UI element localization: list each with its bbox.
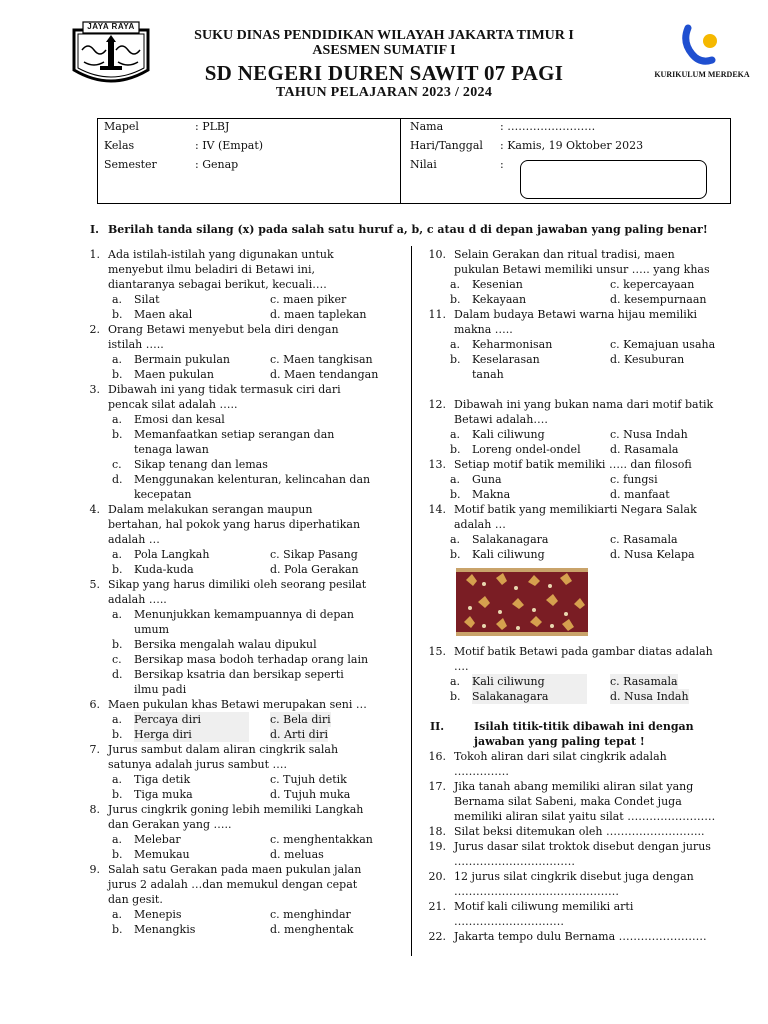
option-text[interactable]: Pola Langkah	[134, 548, 210, 561]
question-text: 12 jurus silat cingkrik disebut juga dengan	[454, 870, 694, 883]
option-text[interactable]: Emosi dan kesal	[134, 413, 225, 426]
question-text: Jakarta tempo dulu Bernama ……………………	[454, 930, 707, 943]
question-text: dan gesit.	[108, 893, 163, 906]
header-school-name: SD NEGERI DUREN SAWIT 07 PAGI	[204, 61, 564, 85]
question-number: 3.	[89, 383, 100, 396]
question-text: Salah satu Gerakan pada maen pukulan jalan	[108, 863, 362, 876]
option-letter[interactable]: d.	[112, 473, 123, 486]
question-text: bertahan, hal pokok yang harus diperhatikan	[108, 518, 361, 531]
question-text: Motif batik yang memilikiarti Negara Salak	[454, 503, 697, 516]
option-letter[interactable]: a.	[112, 713, 123, 726]
question-text: Tokoh aliran dari silat cingkrik adalah	[454, 750, 667, 763]
question-number: 17.	[428, 780, 446, 793]
option-text[interactable]: Maen akal	[134, 308, 193, 321]
option-letter[interactable]: b.	[450, 548, 461, 561]
nilai-colon: :	[500, 158, 504, 171]
option-text[interactable]: d. Pola Gerakan	[270, 563, 359, 576]
kelas-value: : IV (Empat)	[195, 139, 264, 152]
question-number: 11.	[428, 308, 446, 321]
option-text[interactable]: d. Nusa Indah	[610, 690, 689, 703]
option-text[interactable]: Sikap tenang dan lemas	[134, 458, 268, 471]
question-number: 6.	[89, 698, 100, 711]
question-text: ………………………………………	[454, 885, 619, 898]
option-letter[interactable]: b.	[112, 638, 123, 651]
section-1-number: I.	[90, 223, 99, 236]
question-number: 5.	[89, 578, 100, 591]
option-letter[interactable]: b.	[112, 368, 123, 381]
question-text: Dalam melakukan serangan maupun	[108, 503, 313, 516]
question-text: Sikap yang harus dimiliki oleh seorang pesilat	[108, 578, 367, 591]
option-text[interactable]: Bermain pukulan	[134, 353, 230, 366]
option-text[interactable]: Guna	[472, 473, 502, 486]
option-text[interactable]: d. Rasamala	[610, 443, 679, 456]
logo-right-text: KURIKULUM MERDEKA	[654, 70, 750, 79]
option-text[interactable]: Keharmonisan	[472, 338, 553, 351]
option-text[interactable]: Percaya diri	[134, 712, 249, 727]
option-text-continued: umum	[134, 623, 170, 636]
option-text[interactable]: d. Tujuh muka	[270, 788, 351, 801]
option-text[interactable]: Maen pukulan	[134, 368, 214, 381]
option-text[interactable]: Bersikap masa bodoh terhadap orang lain	[134, 653, 369, 666]
option-letter[interactable]: a.	[450, 473, 461, 486]
option-letter[interactable]: b.	[450, 353, 461, 366]
option-text[interactable]: Kekayaan	[472, 293, 527, 306]
option-letter[interactable]: a.	[450, 428, 461, 441]
option-letter[interactable]: a.	[112, 548, 123, 561]
info-divider	[400, 119, 401, 203]
option-text[interactable]: c. Tujuh detik	[270, 773, 347, 786]
option-letter[interactable]: a.	[112, 908, 123, 921]
option-letter[interactable]: a.	[112, 353, 123, 366]
question-text: pukulan Betawi memiliki unsur ….. yang khas	[454, 263, 710, 276]
hari-tanggal-label: Hari/Tanggal	[410, 139, 483, 152]
option-text[interactable]: Kali ciliwung	[472, 428, 545, 441]
option-text[interactable]: d. Nusa Kelapa	[610, 548, 695, 561]
option-text-continued: kecepatan	[134, 488, 192, 501]
question-text: istilah …..	[108, 338, 164, 351]
option-text[interactable]: Tiga detik	[134, 773, 191, 786]
option-letter[interactable]: b.	[112, 788, 123, 801]
question-number: 8.	[89, 803, 100, 816]
option-letter[interactable]: a.	[450, 278, 461, 291]
question-number: 2.	[89, 323, 100, 336]
option-letter[interactable]: b.	[450, 690, 461, 703]
question-text: Maen pukulan khas Betawi merupakan seni …	[108, 698, 367, 711]
mapel-label: Mapel	[104, 120, 139, 133]
question-number: 14.	[428, 503, 446, 516]
header-agency: SUKU DINAS PENDIDIKAN WILAYAH JAKARTA TIMUR I	[194, 28, 574, 43]
option-letter[interactable]: b.	[112, 923, 123, 936]
option-text[interactable]: d. Maen tendangan	[270, 368, 379, 381]
header-school-year: TAHUN PELAJARAN 2023 / 2024	[275, 85, 493, 100]
question-text: Dibawah ini yang bukan nama dari motif batik	[454, 398, 714, 411]
option-letter[interactable]: b.	[450, 443, 461, 456]
logo-left-text: JAYA RAYA	[87, 22, 135, 31]
option-letter[interactable]: a.	[112, 293, 123, 306]
question-text: adalah …	[108, 533, 160, 546]
nilai-score-box[interactable]	[520, 160, 707, 199]
option-letter[interactable]: d.	[112, 668, 123, 681]
option-text[interactable]: c. Rasamala	[610, 533, 678, 546]
option-letter[interactable]: c.	[112, 653, 122, 666]
question-number: 7.	[89, 743, 100, 756]
option-text[interactable]: c. Bela diri	[270, 713, 331, 726]
question-number: 21.	[428, 900, 446, 913]
option-text[interactable]: d. Arti diri	[270, 728, 329, 741]
question-text: dan Gerakan yang …..	[108, 818, 232, 831]
option-letter[interactable]: b.	[112, 308, 123, 321]
question-number: 1.	[89, 248, 100, 261]
option-text[interactable]: Kali ciliwung	[472, 674, 587, 689]
option-text[interactable]: c. Kemajuan usaha	[610, 338, 716, 351]
question-text: adalah …	[454, 518, 506, 531]
question-number: 22.	[428, 930, 446, 943]
option-letter[interactable]: b.	[112, 563, 123, 576]
option-letter[interactable]: b.	[112, 728, 123, 741]
question-text: Setiap motif batik memiliki ….. dan filosofi	[454, 458, 692, 471]
question-text: Ada istilah-istilah yang digunakan untuk	[108, 248, 334, 261]
question-number: 16.	[428, 750, 446, 763]
question-number: 15.	[428, 645, 446, 658]
option-text[interactable]: Menggunakan kelenturan, kelincahan dan	[134, 473, 371, 486]
question-text: jurus 2 adalah …dan memukul dengan cepat	[108, 878, 358, 891]
question-text: …………………………	[454, 915, 564, 928]
question-number: 18.	[428, 825, 446, 838]
option-text[interactable]: c. maen piker	[270, 293, 347, 306]
question-text: Silat beksi ditemukan oleh ……………………...	[454, 825, 705, 838]
question-text: Selain Gerakan dan ritual tradisi, maen	[454, 248, 675, 261]
question-text: ……………………………	[454, 855, 575, 868]
option-letter[interactable]: b.	[112, 428, 123, 441]
option-text[interactable]: Kali ciliwung	[472, 548, 545, 561]
option-text[interactable]: d. Kesuburan	[610, 353, 685, 366]
question-text: satunya adalah jurus sambut ….	[108, 758, 288, 771]
question-text: menyebut ilmu beladiri di Betawi ini,	[108, 263, 315, 276]
option-text[interactable]: c. kepercayaan	[610, 278, 695, 291]
kelas-label: Kelas	[104, 139, 135, 152]
option-text[interactable]: Bersika mengalah walau dipukul	[134, 638, 317, 651]
section-2-instruction-line1: Isilah titik-titik dibawah ini dengan	[474, 720, 694, 733]
question-text: Bernama silat Sabeni, maka Condet juga	[454, 795, 682, 808]
question-text: adalah …..	[108, 593, 167, 606]
option-text[interactable]: Bersikap ksatria dan bersikap seperti	[134, 668, 344, 681]
question-number: 10.	[428, 248, 446, 261]
option-letter[interactable]: a.	[450, 338, 461, 351]
option-letter[interactable]: b.	[450, 488, 461, 501]
option-text[interactable]: c. fungsi	[610, 473, 658, 486]
hari-tanggal-value: : Kamis, 19 Oktober 2023	[500, 139, 644, 152]
option-text[interactable]: Keselarasan	[472, 353, 540, 366]
option-text[interactable]: Silat	[134, 293, 160, 306]
mapel-value: : PLBJ	[195, 120, 230, 133]
option-text[interactable]: Salakanagara	[472, 533, 549, 546]
section-2-number: II.	[430, 720, 445, 733]
option-text[interactable]: d. meluas	[270, 848, 324, 861]
question-text: diantaranya sebagai berikut, kecuali….	[108, 278, 327, 291]
option-text[interactable]: Loreng ondel-ondel	[472, 443, 581, 456]
question-text: Jurus dasar silat troktok disebut dengan jurus	[454, 840, 711, 853]
question-text: Motif batik Betawi pada gambar diatas adalah	[454, 645, 713, 658]
question-number: 12.	[428, 398, 446, 411]
question-text: pencak silat adalah …..	[108, 398, 238, 411]
question-text: Jika tanah abang memiliki aliran silat yang	[454, 780, 694, 793]
question-text: Motif kali ciliwung memiliki arti	[454, 900, 634, 913]
student-info-box	[97, 118, 731, 204]
question-text: Dibawah ini yang tidak termasuk ciri dari	[108, 383, 341, 396]
question-text: ….	[454, 660, 469, 673]
option-text[interactable]: Menunjukkan kemampuannya di depan	[134, 608, 354, 621]
question-text: makna …..	[454, 323, 513, 336]
option-text-continued: ilmu padi	[134, 683, 187, 696]
section-2-instruction-line2: jawaban yang paling tepat !	[474, 735, 645, 748]
option-letter[interactable]: a.	[112, 608, 123, 621]
semester-value: : Genap	[195, 158, 239, 171]
option-text[interactable]: Menepis	[134, 908, 182, 921]
question-text: ……………	[454, 765, 509, 778]
option-letter[interactable]: b.	[450, 293, 461, 306]
option-text[interactable]: Makna	[472, 488, 511, 501]
option-letter[interactable]: a.	[112, 413, 123, 426]
header-exam-name: ASESMEN SUMATIF I	[312, 43, 456, 58]
batik-motif-image	[456, 568, 588, 636]
option-letter[interactable]: a.	[450, 533, 461, 546]
option-text[interactable]: d. menghentak	[270, 923, 354, 936]
option-text-continued: tanah	[472, 368, 504, 381]
nilai-label: Nilai	[410, 158, 437, 171]
option-text[interactable]: c. Rasamala	[610, 675, 678, 688]
option-letter[interactable]: a.	[112, 773, 123, 786]
option-text[interactable]: Menangkis	[134, 923, 196, 936]
option-text[interactable]: Salakanagara	[472, 689, 587, 704]
option-text[interactable]: c. menghindar	[270, 908, 351, 921]
question-number: 19.	[428, 840, 446, 853]
question-text: Orang Betawi menyebut bela diri dengan	[108, 323, 339, 336]
question-text: Betawi adalah….	[454, 413, 548, 426]
option-text[interactable]: Tiga muka	[134, 788, 193, 801]
option-text[interactable]: c. Maen tangkisan	[270, 353, 373, 366]
semester-label: Semester	[104, 158, 157, 171]
question-text: Dalam budaya Betawi warna hijau memiliki	[454, 308, 698, 321]
nama-label: Nama	[410, 120, 444, 133]
question-text: Jurus cingkrik goning lebih memiliki Langkah	[108, 803, 364, 816]
question-number: 20.	[428, 870, 446, 883]
question-number: 13.	[428, 458, 446, 471]
question-number: 9.	[89, 863, 100, 876]
option-letter[interactable]: c.	[112, 458, 122, 471]
option-text[interactable]: d. manfaat	[610, 488, 670, 501]
question-text: Jurus sambut dalam aliran cingkrik salah	[108, 743, 339, 756]
option-letter[interactable]: b.	[112, 848, 123, 861]
option-text[interactable]: Melebar	[134, 833, 181, 846]
option-text[interactable]: Herga diri	[134, 727, 249, 742]
option-text[interactable]: c. menghentakkan	[270, 833, 373, 846]
section-1-instruction: Berilah tanda silang (x) pada salah satu huruf a, b, c atau d di depan jawaban yang paling benar!	[108, 223, 708, 236]
option-text[interactable]: Memukau	[134, 848, 190, 861]
option-text[interactable]: d. kesempurnaan	[610, 293, 707, 306]
column-divider	[411, 246, 412, 956]
question-number: 4.	[89, 503, 100, 516]
option-text[interactable]: Kesenian	[472, 278, 523, 291]
option-text[interactable]: Memanfaatkan setiap serangan dan	[134, 428, 335, 441]
option-text[interactable]: Kuda-kuda	[134, 563, 194, 576]
option-text[interactable]: c. Nusa Indah	[610, 428, 688, 441]
option-text-continued: tenaga lawan	[134, 443, 209, 456]
option-text[interactable]: c. Sikap Pasang	[270, 548, 358, 561]
question-text: memiliki aliran silat yaitu silat ……………………	[454, 810, 716, 823]
option-letter[interactable]: a.	[112, 833, 123, 846]
option-letter[interactable]: a.	[450, 675, 461, 688]
option-text[interactable]: d. maen taplekan	[270, 308, 367, 321]
nama-field[interactable]: : ……………………	[500, 120, 596, 133]
